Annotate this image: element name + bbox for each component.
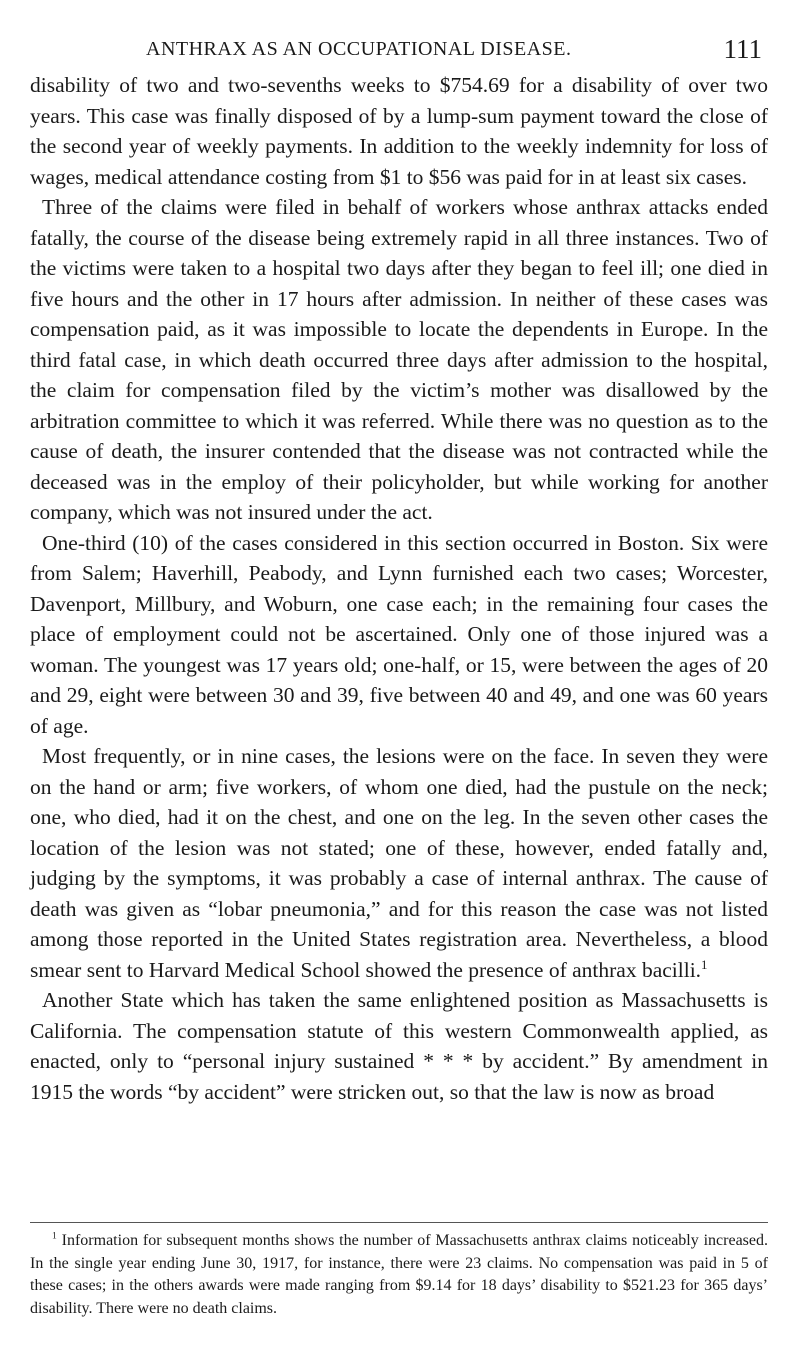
paragraph-1-text: disability of two and two-sevenths weeks to $754.69 for a disability of over two years. This case was finally disposed of by a lump-sum payment toward the close of the second year of weekly payments. In addition to the weekly indemnity for loss of wages, medical attendance costing from $1 to $56 was paid for in at least six cases. bbox=[30, 73, 768, 189]
page-number: 111 bbox=[723, 34, 762, 64]
paragraph-3 bbox=[30, 528, 768, 742]
paragraph-2-text: Three of the claims were filed in behalf of workers whose anthrax attacks ended fatally, the course of the disease being extremely rapid in all three instances. Two of the victims were taken to a hospital two days after they began to feel ill; one died in five hours and the other in 17 hours after admission. In neither of these cases was compensation paid, as it was impossible to locate the dependents in Europe. In the third fatal case, in which death occurred three days after admission to the hospital, the claim for compensation filed by the victim’s mother was disallowed by the arbitration committee to which it was referred. While there was no question as to the cause of death, the insurer contended that the disease was not contracted while the deceased was in the employ of their policyholder, but while working for another company, which was not insured under the act. bbox=[30, 195, 768, 524]
footnote-divider bbox=[30, 1222, 768, 1223]
paragraph-1 bbox=[30, 70, 768, 192]
footnote-reference[interactable]: 1 bbox=[701, 957, 708, 972]
paragraph-3-text: One-third (10) of the cases considered in this section occurred in Boston. Six were from Salem; Haverhill, Peabody, and Lynn furnished each two cases; Worcester, Davenport, Millbury, and Woburn, one case each; in the remaining four cases the place of employment could not be ascertained. Only one of those injured was a woman. The youngest was 17 years old; one-half, or 15, were between the ages of 20 and 29, eight were between 30 and 39, five between 40 and 49, and one was 60 years of age. bbox=[30, 530, 768, 738]
running-head bbox=[0, 34, 800, 74]
footnote bbox=[30, 1230, 768, 1320]
body-text bbox=[30, 70, 768, 1107]
footnote-text: Information for subsequent months shows the number of Massachusetts anthrax claims noticeably increased. In the single year ending June 30, 1917, for instance, there were 23 claims. No compensation was paid in 5 of these cases; in the others awards were made ranging from $9.14 for 18 days’ disability to $521.23 for 365 days’ disability. There were no death claims. bbox=[30, 1232, 768, 1317]
paragraph-4 bbox=[30, 741, 768, 985]
paragraph-4-text: Most frequently, or in nine cases, the lesions were on the face. In seven they were on the hand or arm; five workers, of whom one died, had the pustule on the neck; one, who died, had it on the chest, and one on the leg. In the seven other cases the location of the lesion was not stated; one of these, however, ended fatally and, judging by the symptoms, it was probably a case of internal anthrax. The cause of death was given as “lobar pneumonia,” and for this reason the case was not listed among those reported in the United States registration area. Nevertheless, a blood smear sent to Harvard Medical School showed the presence of anthrax bacilli. bbox=[30, 744, 768, 982]
running-title: ANTHRAX AS AN OCCUPATIONAL DISEASE. bbox=[146, 38, 572, 60]
paragraph-5 bbox=[30, 985, 768, 1107]
paragraph-2 bbox=[30, 192, 768, 528]
footnote-marker: 1 bbox=[52, 1230, 57, 1242]
paragraph-5-text: Another State which has taken the same enlightened position as Massachusetts is California. The compensation statute of this western Commonwealth applied, as enacted, only to “personal injury sustained * * * by accident.” By amendment in 1915 the words “by accident” were stricken out, so that the law is now as broad bbox=[30, 988, 768, 1104]
